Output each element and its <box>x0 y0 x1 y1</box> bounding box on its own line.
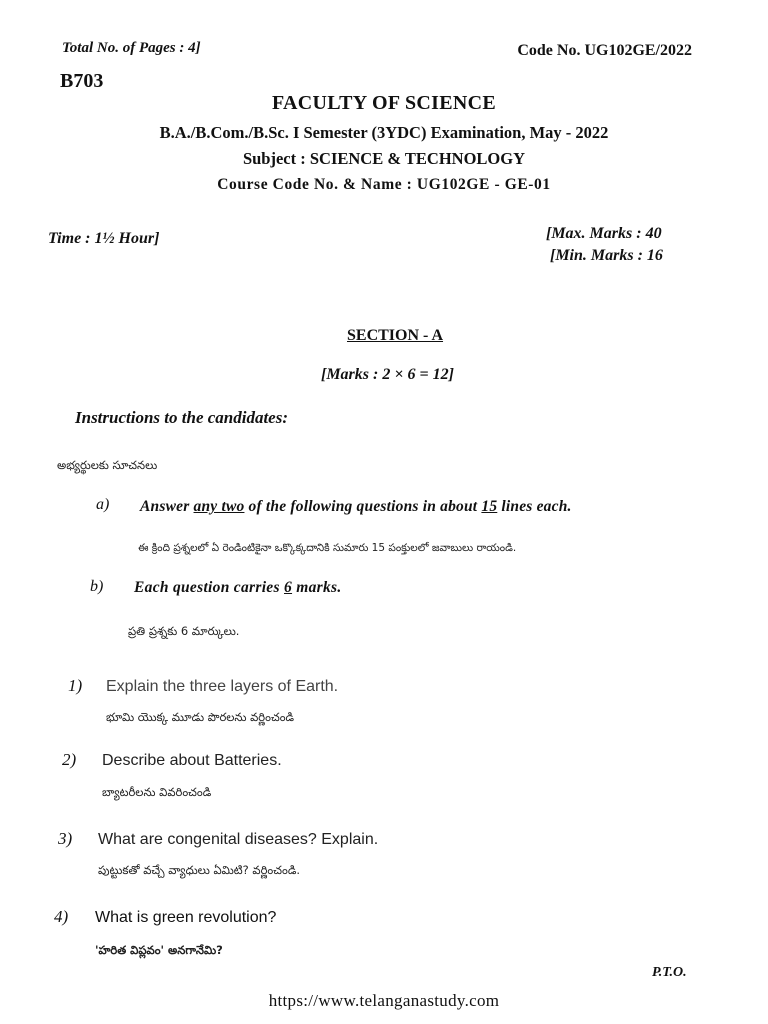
question-telugu: 'హరిత విప్లవం' అనగానేమి? <box>95 943 223 957</box>
instructions-heading-telugu: అభ్యర్థులకు సూచనలు <box>57 458 158 472</box>
instruction-a-emphasis-2: 15 <box>481 498 498 515</box>
instruction-a-text-3: lines each. <box>497 498 572 515</box>
instruction-b-text-1: Each question carries <box>134 579 284 596</box>
course-line: Course Code No. & Name : UG102GE - GE-01 <box>217 176 551 193</box>
instruction-a-telugu: ఈ క్రింది ప్రశ్నలలో ఏ రెండింటికైనా ఒక్కొక్కదానికి సుమారు 15 పంక్తులలో జవాబులు రాయండి. <box>138 542 517 554</box>
question-text: Describe about Batteries. <box>102 752 282 769</box>
time-limit: Time : 1½ Hour] <box>48 230 160 247</box>
min-marks: [Min. Marks : 16 <box>550 247 663 264</box>
instruction-b <box>134 579 342 597</box>
instruction-a <box>140 498 572 516</box>
instruction-a-text-1: Answer <box>140 498 194 515</box>
instructions-heading: Instructions to the candidates: <box>75 408 289 427</box>
instruction-a-marker: a) <box>96 496 110 513</box>
website-url: https://www.telanganastudy.com <box>268 991 500 1010</box>
pto-label: P.T.O. <box>652 965 687 980</box>
question-text: What are congenital diseases? Explain. <box>98 831 379 848</box>
question-number: 3) <box>58 829 73 848</box>
section-marks: [Marks : 2 × 6 = 12] <box>321 366 454 383</box>
max-marks: [Max. Marks : 40 <box>546 225 662 242</box>
subject-line: Subject : SCIENCE & TECHNOLOGY <box>242 149 526 168</box>
question-text: Explain the three layers of Earth. <box>106 678 339 695</box>
instruction-b-text-2: marks. <box>292 579 342 596</box>
instruction-b-emphasis: 6 <box>284 579 293 596</box>
question-telugu: బ్యాటరీలను వివరించండి <box>102 785 212 799</box>
instruction-b-marker: b) <box>90 578 104 595</box>
question-number: 2) <box>62 750 77 769</box>
exam-title: B.A./B.Com./B.Sc. I Semester (3YDC) Examination, May - 2022 <box>159 123 609 142</box>
faculty-title: FACULTY OF SCIENCE <box>272 92 496 114</box>
question-text: What is green revolution? <box>95 909 277 926</box>
question-telugu: భూమి యొక్క మూడు పొరలను వర్ణించండి <box>106 710 295 724</box>
question-telugu: పుట్టుకతో వచ్చే వ్యాధులు ఏమిటి? వర్ణించండి. <box>98 863 300 877</box>
instruction-a-text-2: of the following questions in about <box>244 498 482 515</box>
question-number: 4) <box>54 907 69 926</box>
total-pages: Total No. of Pages : 4] <box>62 40 201 56</box>
instruction-b-telugu: ప్రతి ప్రశ్నకు 6 మార్కులు. <box>128 624 240 638</box>
question-number: 1) <box>68 676 83 695</box>
section-title: SECTION - A <box>347 327 444 344</box>
code-number: Code No. UG102GE/2022 <box>517 42 692 59</box>
instruction-a-emphasis-1: any two <box>193 498 245 515</box>
paper-id: B703 <box>60 70 104 92</box>
